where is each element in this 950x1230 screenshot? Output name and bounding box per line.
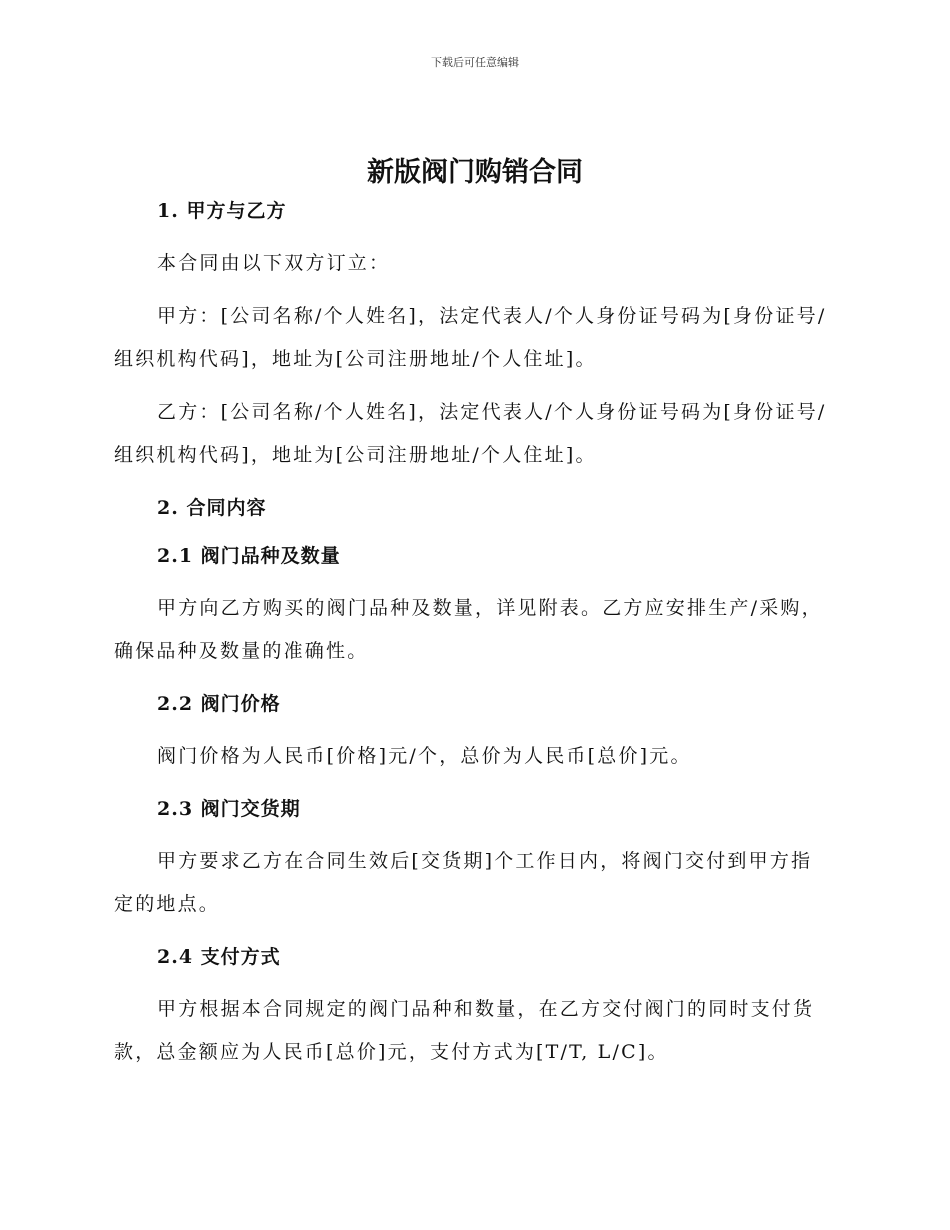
header-note: 下载后可任意编辑	[431, 56, 519, 69]
section-heading-2-4: 2.4 支付方式	[157, 946, 281, 968]
document-title: 新版阀门购销合同	[367, 157, 583, 188]
section-1-intro: 本合同由以下双方订立：	[157, 252, 391, 274]
section-2-3-body: 甲方要求乙方在合同生效后[交货期]个工作日内，将阀门交付到甲方指定的地点。	[114, 850, 813, 915]
section-heading-2-2: 2.2 阀门价格	[157, 693, 281, 715]
section-2-1-body: 甲方向乙方购买的阀门品种及数量，详见附表。乙方应安排生产/采购，确保品种及数量的准确性。	[114, 597, 823, 662]
section-2-2-body: 阀门价格为人民币[价格]元/个，总价为人民币[总价]元。	[157, 745, 692, 767]
section-heading-2-1: 2.1 阀门品种及数量	[157, 545, 341, 567]
document-body	[114, 194, 832, 1074]
section-2-4-body: 甲方根据本合同规定的阀门品种和数量，在乙方交付阀门的同时支付货款，总金额应为人民币[总价]元，支付方式为[T/T, L/C]。	[114, 998, 815, 1063]
section-heading-2-3: 2.3 阀门交货期	[157, 798, 301, 820]
section-heading-1: 1. 甲方与乙方	[157, 200, 287, 222]
party-a-paragraph: 甲方：[公司名称/个人姓名]，法定代表人/个人身份证号码为[身份证号/组织机构代码]，地址为[公司注册地址/个人住址]。	[114, 305, 827, 370]
party-b-paragraph: 乙方：[公司名称/个人姓名]，法定代表人/个人身份证号码为[身份证号/组织机构代码]，地址为[公司注册地址/个人住址]。	[114, 401, 827, 466]
section-heading-2: 2. 合同内容	[157, 497, 267, 519]
